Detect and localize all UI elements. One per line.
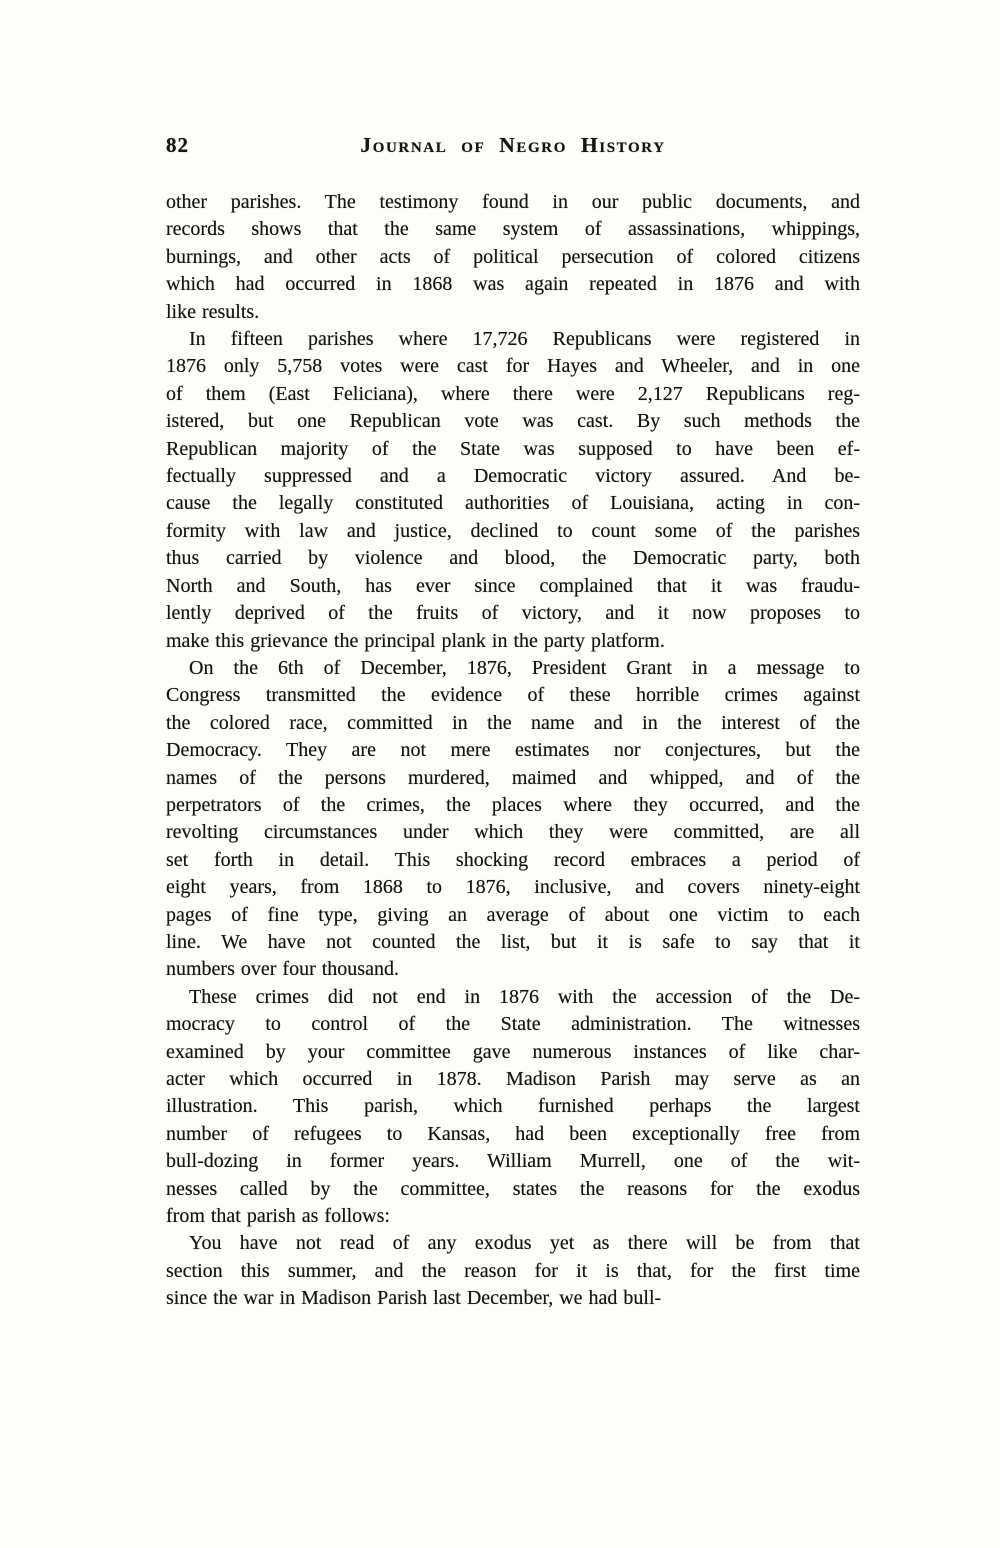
text-line: You have not read of any exodus yet as there will be from that [189, 1232, 860, 1255]
text-line: line. We have not counted the list, but it is safe to say that it [166, 930, 860, 953]
text-line: thus carried by violence and blood, the Democratic party, both [166, 547, 860, 570]
text-line: In fifteen parishes where 17,726 Republicans were registered in [189, 328, 860, 351]
text-line: revolting circumstances under which they were committed, are all [166, 821, 860, 844]
paragraph [166, 984, 860, 1231]
text-line: nesses called by the committee, states the reasons for the exodus [166, 1177, 860, 1200]
text-line: the colored race, committed in the name and in the interest of the [166, 711, 860, 734]
paragraph [166, 1230, 860, 1312]
text-line: acter which occurred in 1878. Madison Parish may serve as an [166, 1068, 860, 1090]
text-line: Congress transmitted the evidence of these horrible crimes against [166, 684, 860, 707]
page-body [166, 189, 860, 1313]
text-line: records shows that the same system of assassinations, whippings, [166, 218, 860, 241]
paragraph [166, 655, 860, 984]
paragraph [166, 326, 860, 655]
text-line: lently deprived of the fruits of victory, and it now proposes to [166, 602, 860, 625]
text-line: formity with law and justice, declined to count some of the parishes [166, 519, 860, 542]
paragraph [166, 189, 860, 326]
text-line: burnings, and other acts of political persecution of colored citizens [166, 245, 860, 268]
text-line: 1876 only 5,758 votes were cast for Hayes and Wheeler, and in one [166, 355, 860, 378]
text-line: other parishes. The testimony found in our public documents, and [166, 191, 860, 213]
text-line: set forth in detail. This shocking record embraces a period of [166, 848, 860, 871]
text-line: eight years, from 1868 to 1876, inclusive, and covers ninety-eight [166, 876, 860, 899]
text-line: North and South, has ever since complained that it was fraudu- [166, 574, 860, 597]
text-line: perpetrators of the crimes, the places where they occurred, and the [166, 793, 860, 816]
running-head-row [166, 133, 860, 161]
text-line: Democracy. They are not mere estimates nor conjectures, but the [166, 739, 860, 762]
text-line: fectually suppressed and a Democratic victory assured. And be- [166, 465, 860, 488]
text-line: pages of fine type, giving an average of about one victim to each [166, 903, 860, 926]
text-line: of them (East Feliciana), where there were 2,127 Republicans reg- [166, 382, 860, 405]
text-line: names of the persons murdered, maimed and whipped, and of the [166, 766, 860, 789]
text-line: illustration. This parish, which furnished perhaps the largest [166, 1095, 860, 1118]
text-line: These crimes did not end in 1876 with the accession of the De- [189, 985, 860, 1008]
text-line: numbers over four thousand. [166, 958, 399, 981]
text-line: from that parish as follows: [166, 1205, 390, 1228]
text-line: bull-dozing in former years. William Murrell, one of the wit- [166, 1150, 860, 1173]
text-line: examined by your committee gave numerous instances of like char- [166, 1040, 860, 1063]
text-line: like results. [166, 300, 260, 323]
text-line: Republican majority of the State was supposed to have been ef- [166, 437, 860, 460]
text-line: istered, but one Republican vote was cast. By such methods the [166, 410, 860, 433]
text-line: since the war in Madison Parish last December, we had bull- [166, 1287, 662, 1310]
page-number: 82 [166, 133, 189, 157]
text-line: mocracy to control of the State administration. The witnesses [166, 1013, 860, 1036]
text-line: cause the legally constituted authorities of Louisiana, acting in con- [166, 492, 860, 515]
running-head-title: Journal of Negro History [360, 133, 666, 157]
text-line: make this grievance the principal plank in the party platform. [166, 629, 665, 652]
text-line: number of refugees to Kansas, had been exceptionally free from [166, 1122, 860, 1145]
text-line: On the 6th of December, 1876, President Grant in a message to [189, 656, 860, 679]
text-line: section this summer, and the reason for it is that, for the first time [166, 1259, 860, 1282]
text-line: which had occurred in 1868 was again repeated in 1876 and with [166, 273, 860, 296]
